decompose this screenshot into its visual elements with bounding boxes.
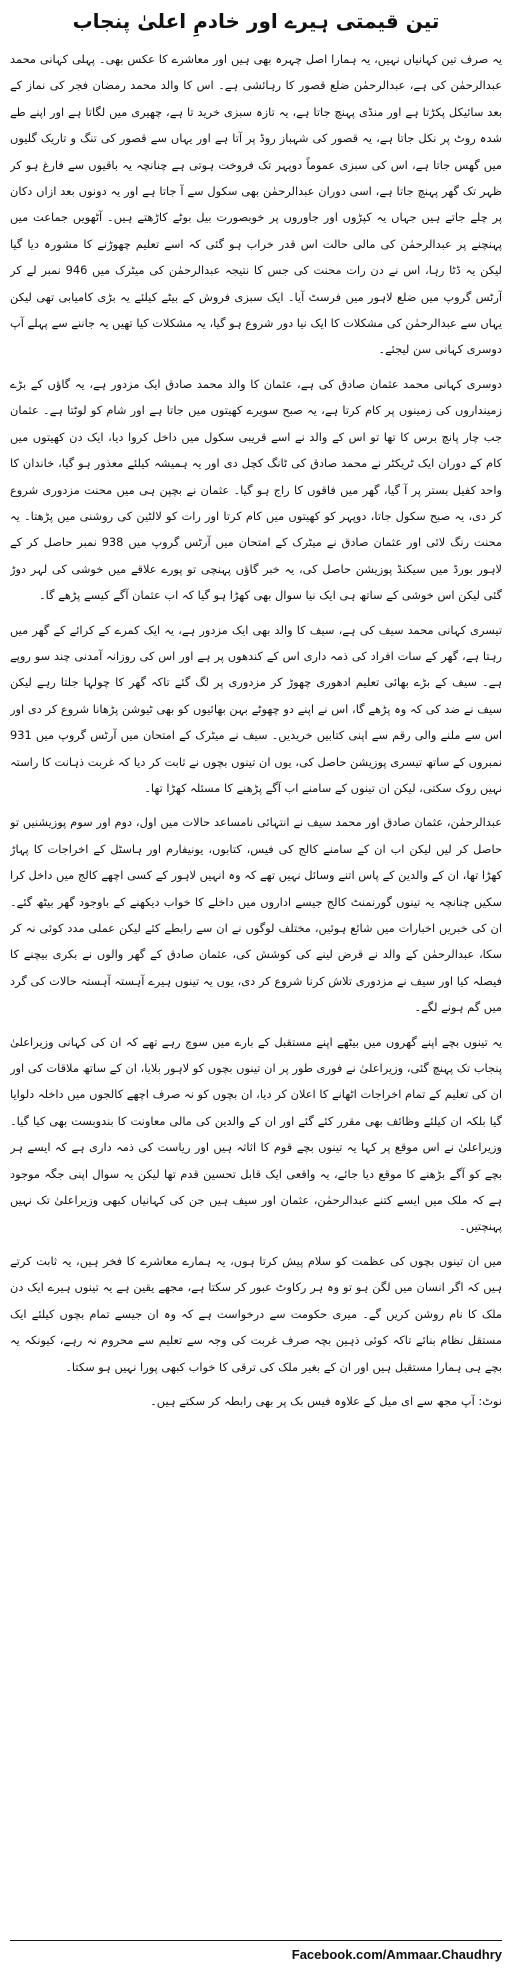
footer-divider bbox=[10, 1940, 502, 1941]
article-paragraph: یہ صرف تین کہانیاں نہیں، یہ ہمارا اصل چہرہ بھی ہیں اور معاشرے کا عکس بھی۔ پہلی کہانی محمد عبدالرحمٰن کی ہے، عبدالرحمٰن ضلع قصور کا رہائشی ہے۔ اس کا والد محمد رمضان فجر کی نماز کے بعد سائیکل پکڑتا ہے اور منڈی پہنچ جاتا ہے، یہ تازہ سبزی خرید تا ہے، چھیری میں لگاتا ہے اور اپنے طے شدہ روٹ پر نکل جاتا ہے، یہ قصور کی شہباز روڈ پر آتا ہے اور یہاں سے قصور کی تنگ و تاریک گلیوں میں گھس جاتا ہے، اس کی سبزی عموماً دوپہر تک فروخت ہوتی ہے چنانچہ یہ باقیوں سے فارغ ہو کر ظہر تک گھر پہنچ جاتا ہے، اسی دوران عبدالرحمٰن بھی سکول سے آ جاتا ہے اور یہ دونوں بعد ازاں دکان پر چلے جاتے ہیں جہاں یہ کپڑوں اور جاوروں پر خوبصورت بیل بوٹے کاڑھتے ہیں۔ آٹھویں جماعت میں پہنچنے پر عبدالرحمٰن کی مالی حالت اس قدر خراب ہو گئی کہ اسے تعلیم چھوڑنے کا مشورہ دیا گیا لیکن یہ ڈٹا رہا، اس نے دن رات محنت کی جس کا نتیجہ عبدالرحمٰن کی میٹرک میں 946 نمبر لے کر آرٹس گروپ میں ضلع لاہور میں فرسٹ آیا۔ ایک سبزی فروش کے بیٹے کیلئے یہ بڑی کامیابی تھی لیکن یہاں سے عبدالرحمٰن کی مشکلات کا ایک نیا دور شروع ہو گیا، یہ مشکلات کیا تھیں یہ جاننے سے پہلے آپ دوسری کہانی سن لیجئے۔ bbox=[10, 52, 502, 357]
article-title: تین قیمتی ہیرے اور خادمِ اعلیٰ پنجاب bbox=[72, 9, 440, 33]
article-paragraph: دوسری کہانی محمد عثمان صادق کی ہے، عثمان کا والد محمد صادق ایک مزدور ہے، یہ گاؤں کے بڑے زمینداروں کی زمینوں پر کام کرتا ہے، یہ صبح سویرے کھیتوں میں جاتا ہے اور شام کو لوٹتا ہے۔ عثمان جب چار پانچ برس کا تھا تو اس کے والد نے اسے قریبی سکول میں داخل کروا دیا، ایک دن کھیتوں میں کام کے دوران ایک ٹریکٹر نے محمد صادق کی ٹانگ کچل دی اور یہ ہمیشہ کیلئے معذور ہو گیا، خاندان کا واحد کفیل بستر پر آ گیا، گھر میں فاقوں کا راج ہو گیا۔ عثمان نے بچپن ہی میں محنت مزدوری شروع کر دی، یہ صبح سکول جاتا، دوپہر کو کھیتوں میں کام کرتا اور رات کو لالٹین کی روشنی میں پڑھتا۔ یہ محنت رنگ لائی اور عثمان صادق نے میٹرک کے امتحان میں آرٹس گروپ میں 938 نمبر حاصل کر کے لاہور بورڈ میں سیکنڈ پوزیشن حاصل کی، یہ خبر گاؤں پہنچی تو پورے علاقے میں خوشی کی لہر دوڑ گئی لیکن اس خوشی کے ساتھ ہی ایک نیا سوال بھی کھڑا ہو گیا کہ اب عثمان آگے کیسے پڑھے گا۔ bbox=[10, 376, 502, 603]
article-paragraph: میں ان تینوں بچوں کی عظمت کو سلام پیش کرتا ہوں، یہ ہمارے معاشرے کا فخر ہیں، یہ ثابت کرتے ہیں کہ اگر انسان میں لگن ہو تو وہ ہر رکاوٹ عبور کر سکتا ہے، مجھے یقین ہے یہ تینوں ہیرے ایک دن ملک کا نام روشن کریں گے۔ میری حکومت سے درخواست ہے کہ وہ ان جیسے تمام بچوں کیلئے ایک مستقل نظام بنائے تاکہ کوئی ذہین بچہ صرف غربت کی وجہ سے تعلیم سے محروم نہ رہے، کیونکہ یہ بچے ہی ہمارا مستقبل ہیں اور ان کے بغیر ملک کی ترقی کا خواب کبھی پورا نہیں ہو سکتا۔ bbox=[10, 1253, 502, 1374]
article-paragraph: یہ تینوں بچے اپنے گھروں میں بیٹھے اپنے مستقبل کے بارے میں سوچ رہے تھے کہ ان کی کہانی وزیراعلیٰ پنجاب تک پہنچ گئی، وزیراعلیٰ نے فوری طور پر ان تینوں بچوں کو لاہور بلایا، ان کے ساتھ ملاقات کی اور ان کی تعلیم کے تمام اخراجات اٹھانے کا اعلان کر دیا، ان بچوں کو نہ صرف اچھے کالجوں میں داخلہ دلوایا گیا بلکہ ان کیلئے وظائف بھی مقرر کئے گئے اور ان کے والدین کی مالی معاونت کا بندوبست بھی کیا گیا۔ وزیراعلیٰ نے اس موقع پر کہا یہ تینوں بچے قوم کا اثاثہ ہیں اور ریاست کی ذمہ داری ہے کہ ایسے ہر بچے کو آگے بڑھنے کا موقع دیا جائے، یہ واقعی ایک قابل تحسین قدم تھا لیکن یہ سوال اپنی جگہ موجود ہے کہ ملک میں ایسے کتنے عبدالرحمٰن، عثمان اور سیف ہیں جن کی کہانیاں کبھی وزیراعلیٰ تک نہیں پہنچتیں۔ bbox=[10, 1034, 502, 1234]
article-paragraph: تیسری کہانی محمد سیف کی ہے، سیف کا والد بھی ایک مزدور ہے، یہ ایک کمرے کے کرائے کے گھر میں رہتا ہے، گھر کے سات افراد کی ذمہ داری اس کے کندھوں پر ہے اور اس کی روزانہ آمدنی چند سو روپے ہے۔ سیف کے بڑے بھائی تعلیم ادھوری چھوڑ کر مزدوری پر لگ گئے تاکہ گھر کا چولہا جلتا رہے لیکن سیف نے ضد کی کہ وہ پڑھے گا، اس نے اپنے دو چھوٹے بہن بھائیوں کو بھی ٹیوشن پڑھانا شروع کر دی اور اس سے ملنے والی رقم سے اپنی کتابیں خریدیں۔ سیف نے میٹرک کے امتحان میں آرٹس گروپ میں 931 نمبروں کے ساتھ تیسری پوزیشن حاصل کی، یوں ان تینوں بچوں نے ثابت کر دیا کہ غربت ذہانت کا راستہ نہیں روک سکتی، لیکن ان تینوں کے سامنے اب آگے پڑھنے کا مسئلہ کھڑا تھا۔ bbox=[10, 622, 502, 795]
article-body bbox=[10, 46, 502, 1886]
facebook-link[interactable]: Facebook.com/Ammaar.Chaudhry bbox=[291, 1947, 502, 1962]
author-note: نوٹ: آپ مجھ سے ای میل کے علاوہ فیس بک پر بھی رابطہ کر سکتے ہیں۔ bbox=[150, 1393, 502, 1408]
article-paragraph: عبدالرحمٰن، عثمان صادق اور محمد سیف نے انتہائی نامساعد حالات میں اول، دوم اور سوم پوزیشنیں تو حاصل کر لیں لیکن اب ان کے سامنے کالج کی فیس، کتابوں، یونیفارم اور ہاسٹل کے اخراجات کا پہاڑ کھڑا تھا، ان کے والدین کے پاس اتنے وسائل نہیں تھے کہ وہ انہیں لاہور کے کسی اچھے کالج میں داخل کرا سکیں چنانچہ یہ تینوں گورنمنٹ کالج جیسے اداروں میں داخلے کا خواب دیکھنے کے باوجود گھر بیٹھ گئے۔ ان کی خبریں اخبارات میں شائع ہوئیں، مختلف لوگوں نے ان سے رابطے کئے لیکن عملی مدد کوئی نہ کر سکا، عبدالرحمٰن کے والد نے قرض لینے کی کوشش کی، عثمان صادق کے گھر والوں نے بکری بیچنے کا فیصلہ کیا اور سیف نے مزدوری تلاش کرنا شروع کر دی، یوں یہ تینوں ہیرے آہستہ آہستہ حالات کی گرد میں گم ہونے لگے۔ bbox=[10, 815, 502, 1015]
